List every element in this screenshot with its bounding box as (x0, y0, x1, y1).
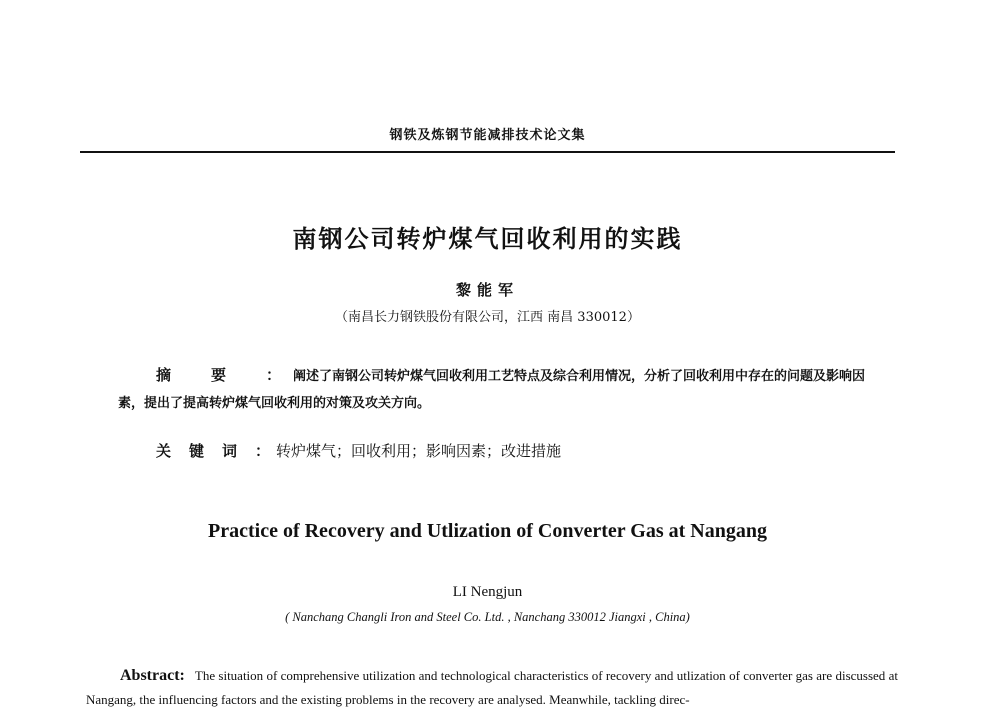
chinese-abstract-colon: ： (266, 366, 282, 384)
running-head: 钢铁及炼钢节能减排技术论文集 (389, 128, 586, 143)
chinese-keywords-label: 关键词 (156, 442, 256, 460)
chinese-author: 黎能军 (455, 281, 519, 299)
english-abstract-text: The situation of comprehensive utilization and technological characteristics of recovery and utlization of converter gas are discussed at Nangang, the influencing factors and the existing problems in the recovery are analysed. Meanwhile, tackling direc- (86, 668, 898, 707)
english-affiliation: ( Nanchang Changli Iron and Steel Co. Ltd. , Nanchang 330012 Jiangxi , China) (285, 610, 690, 624)
chinese-abstract-text: 阐述了南钢公司转炉煤气回收利用工艺特点及综合利用情况，分析了回收利用中存在的问题及影响因素，提出了提高转炉煤气回收利用的对策及攻关方向。 (118, 369, 866, 411)
english-abstract-label: Abstract: (120, 667, 185, 684)
chinese-keywords (156, 440, 561, 461)
chinese-keywords-colon: ： (255, 442, 271, 460)
chinese-keywords-text: 转炉煤气；回收利用；影响因素；改进措施 (276, 442, 562, 460)
header-rule (80, 151, 895, 153)
english-abstract (86, 664, 898, 712)
chinese-title: 南钢公司转炉煤气回收利用的实践 (292, 225, 683, 253)
chinese-affiliation: （南昌长力钢铁股份有限公司，江西 南昌 330012） (335, 310, 640, 325)
english-author: LI Nengjun (452, 584, 523, 600)
chinese-abstract (118, 362, 878, 417)
english-title: Practice of Recovery and Utlization of Converter Gas at Nangang (208, 520, 767, 542)
chinese-abstract-label: 摘要 (156, 366, 267, 384)
